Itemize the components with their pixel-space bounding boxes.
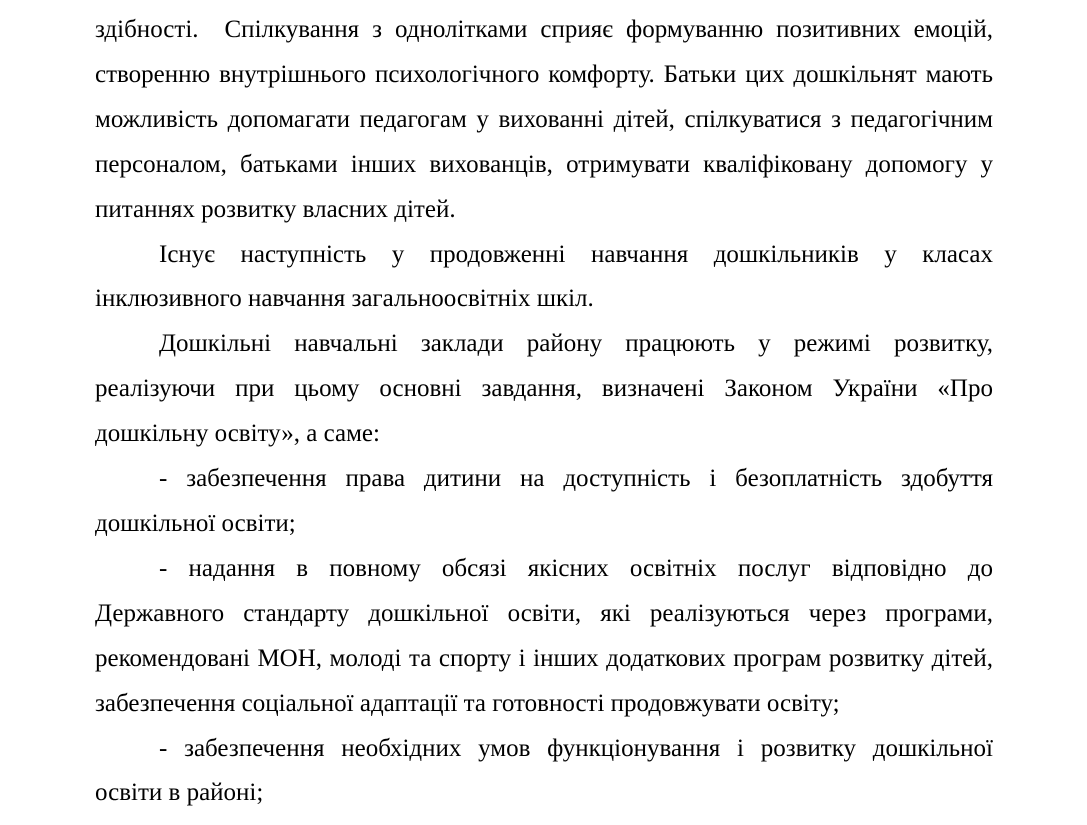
paragraph-continuation: здібності. Спілкування з однолітками сприяє формуванню позитивних емоцій, створенню внутрішнього психологічного комфорту. Батьки цих дошкільнят мають можливість допомагати педагогам у вихованні дітей, спілкуватися з педагогічним персоналом, батьками інших вихованців, отримувати кваліфіковану допомогу у питаннях розвитку власних дітей. [95,16,1000,223]
list-item-quality-services: - надання в повному обсязі якісних освітніх послуг відповідно до Державного стандарту дошкільної освіти, які реалізуються через програми, рекомендовані МОН, молоді та спорту і інших додаткових програм розвитку дітей, забезпечення соціальної адаптації та готовності продовжувати освіту; [95,554,1000,717]
list-item-necessary-conditions: - забезпечення необхідних умов функціонування і розвитку дошкільної освіти в районі; [95,734,1000,807]
list-item-right-to-education: - забезпечення права дитини на доступність і безоплатність здобуття дошкільної освіти; [95,465,1000,537]
document-body [95,8,1000,816]
paragraph-inclusive-continuity: Існує наступність у продовженні навчання дошкільників у класах інклюзивного навчання загальноосвітніх шкіл. [95,240,1000,313]
paragraph-development-mode: Дошкільні навчальні заклади району працюють у режимі розвитку, реалізуючи при цьому основні завдання, визначені Законом України «Про дошкільну освіту», а саме: [95,330,1000,448]
